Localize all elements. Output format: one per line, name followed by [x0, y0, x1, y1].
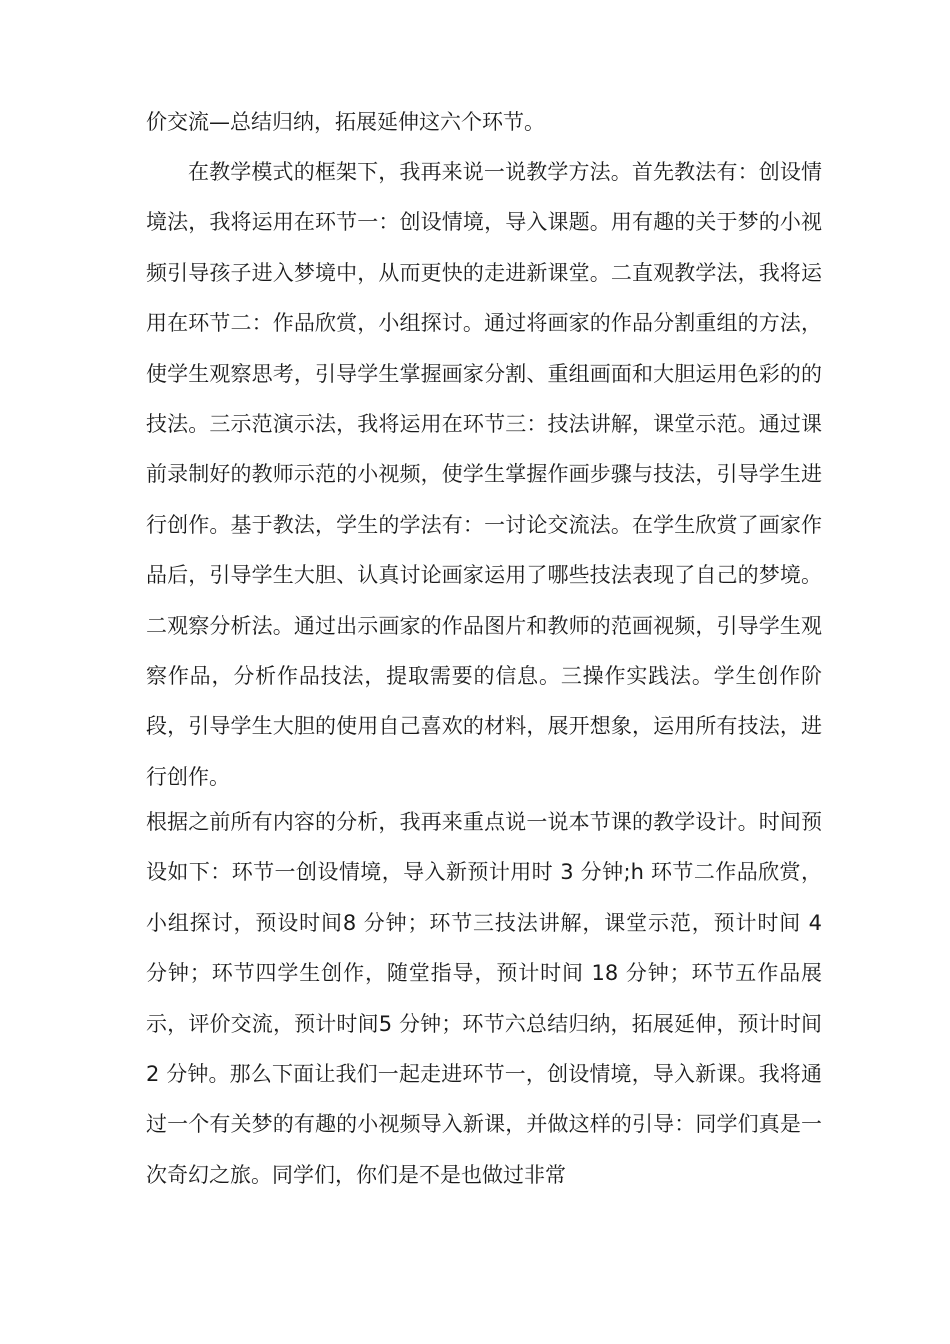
- paragraph-teaching-design: 根据之前所有内容的分析，我再来重点说一说本节课的教学设计。时间预设如下：环节一创设情境，导入新预计用时 3 分钟;h 环节二作品欣赏，小组探讨，预设时间8 分钟；环节三技法讲解，课堂示范，预计时间 4 分钟；环节四学生创作，随堂指导，预计时间 18 分钟；环节五作品展示，评价交流，预计时间5 分钟；环节六总结归纳，拓展延伸，预计时间 2 分钟。那么下面让我们一起走进环节一，创设情境，导入新课。我将通过一个有关梦的有趣的小视频导入新课，并做这样的引导：同学们真是一次奇幻之旅。同学们，你们是不是也做过非常: [146, 810, 822, 1187]
- paragraph-teaching-methods: 在教学模式的框架下，我再来说一说教学方法。首先教法有：创设情境法，我将运用在环节一：创设情境，导入课题。用有趣的关于梦的小视频引导孩子进入梦境中，从而更快的走进新课堂。二直观教学法，我将运用在环节二：作品欣赏，小组探讨。通过将画家的作品分割重组的方法，使学生观察思考，引导学生掌握画家分割、重组画面和大胆运用色彩的的技法。三示范演示法，我将运用在环节三：技法讲解，课堂示范。通过课前录制好的教师示范的小视频，使学生掌握作画步骤与技法，引导学生进行创作。基于教法，学生的学法有：一讨论交流法。在学生欣赏了画家作品后，引导学生大胆、认真讨论画家运用了哪些技法表现了自己的梦境。二观察分析法。通过出示画家的作品图片和教师的范画视频，引导学生观察作品，分析作品技法，提取需要的信息。三操作实践法。学生创作阶段，引导学生大胆的使用自己喜欢的材料，展开想象，运用所有技法，进行创作。: [146, 160, 822, 789]
- paragraph-continuation: 价交流—总结归纳，拓展延伸这六个环节。: [146, 110, 545, 134]
